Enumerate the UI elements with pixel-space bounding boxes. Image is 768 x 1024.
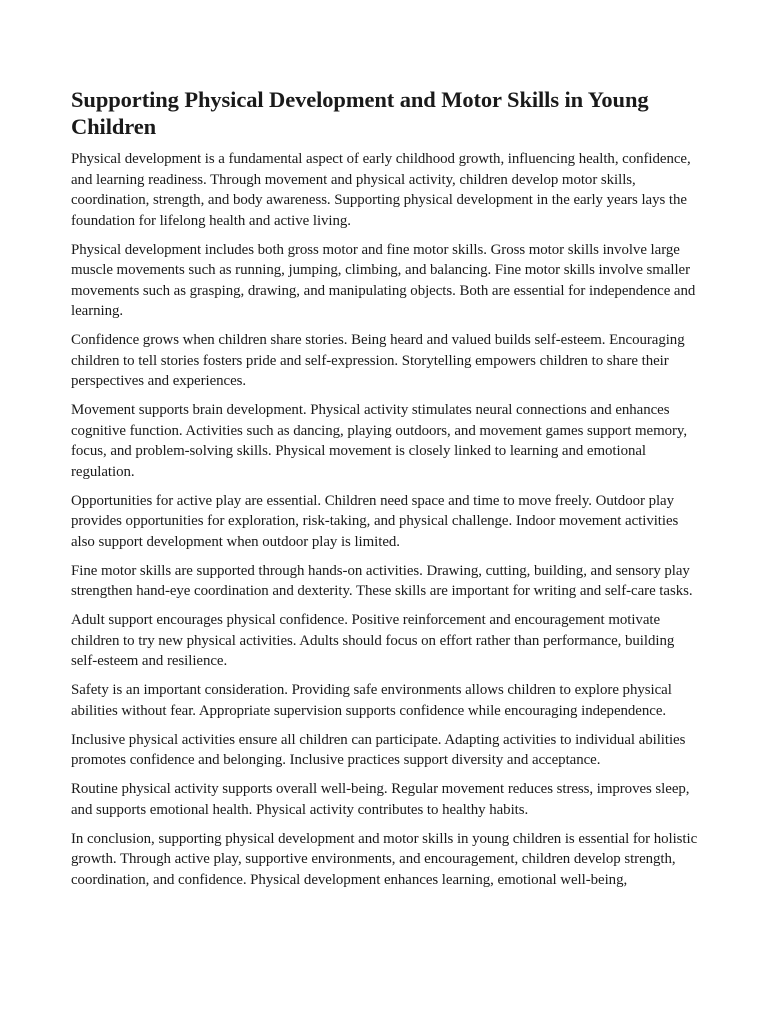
paragraph-inclusive: Inclusive physical activities ensure all children can participate. Adapting activities to individual abilities promotes confidence and belonging. Inclusive practices support diversity and acceptance.: [71, 731, 686, 768]
paragraph-active-play: Opportunities for active play are essential. Children need space and time to move freely. Outdoor play provides opportunities for exploration, risk-taking, and physical challenge. Indoor movement activities also support development when outdoor play is limited.: [71, 492, 679, 550]
paragraph-storytelling: Confidence grows when children share stories. Being heard and valued builds self-esteem. Encouraging children to tell stories fosters pride and self-expression. Storytelling empowers children to share their perspectives and experiences.: [71, 332, 685, 389]
paragraph-routine: Routine physical activity supports overall well-being. Regular movement reduces stress, improves sleep, and supports emotional health. Physical activity contributes to healthy habits.: [71, 781, 690, 818]
paragraph-brain-development: Movement supports brain development. Physical activity stimulates neural connections and enhances cognitive function. Activities such as dancing, playing outdoors, and movement games support memory, focus, and problem-solving skills. Physical movement is closely linked to learning and emotional regulation.: [71, 402, 688, 480]
paragraph-fine-motor: Fine motor skills are supported through hands-on activities. Drawing, cutting, building, and sensory play strengthen hand-eye coordination and dexterity. These skills are important for writing and self-care tasks.: [71, 562, 693, 599]
paragraph-intro: Physical development is a fundamental aspect of early childhood growth, influencing health, confidence, and learning readiness. Through movement and physical activity, children develop motor skills, coordination, strength, and body awareness. Supporting physical development in the early years lays the foundation for lifelong health and active living.: [71, 151, 691, 229]
document-page: [71, 86, 699, 899]
paragraph-adult-support: Adult support encourages physical confidence. Positive reinforcement and encouragement motivate children to try new physical activities. Adults should focus on effort rather than performance, building self-esteem and resilience.: [71, 612, 675, 669]
document-title: Supporting Physical Development and Motor Skills in Young Children: [71, 87, 649, 139]
paragraph-conclusion: In conclusion, supporting physical development and motor skills in young children is essential for holistic growth. Through active play, supportive environments, and encouragement, children develop strength, coordination, and confidence. Physical development enhances learning, emotional well-being,: [71, 830, 698, 888]
paragraph-safety: Safety is an important consideration. Providing safe environments allows children to explore physical abilities without fear. Appropriate supervision supports confidence while encouraging independence.: [71, 682, 672, 719]
paragraph-gross-fine-motor: Physical development includes both gross motor and fine motor skills. Gross motor skills involve large muscle movements such as running, jumping, climbing, and balancing. Fine motor skills involve smaller movements such as grasping, drawing, and manipulating objects. Both are essential for independence and learning.: [71, 241, 696, 319]
